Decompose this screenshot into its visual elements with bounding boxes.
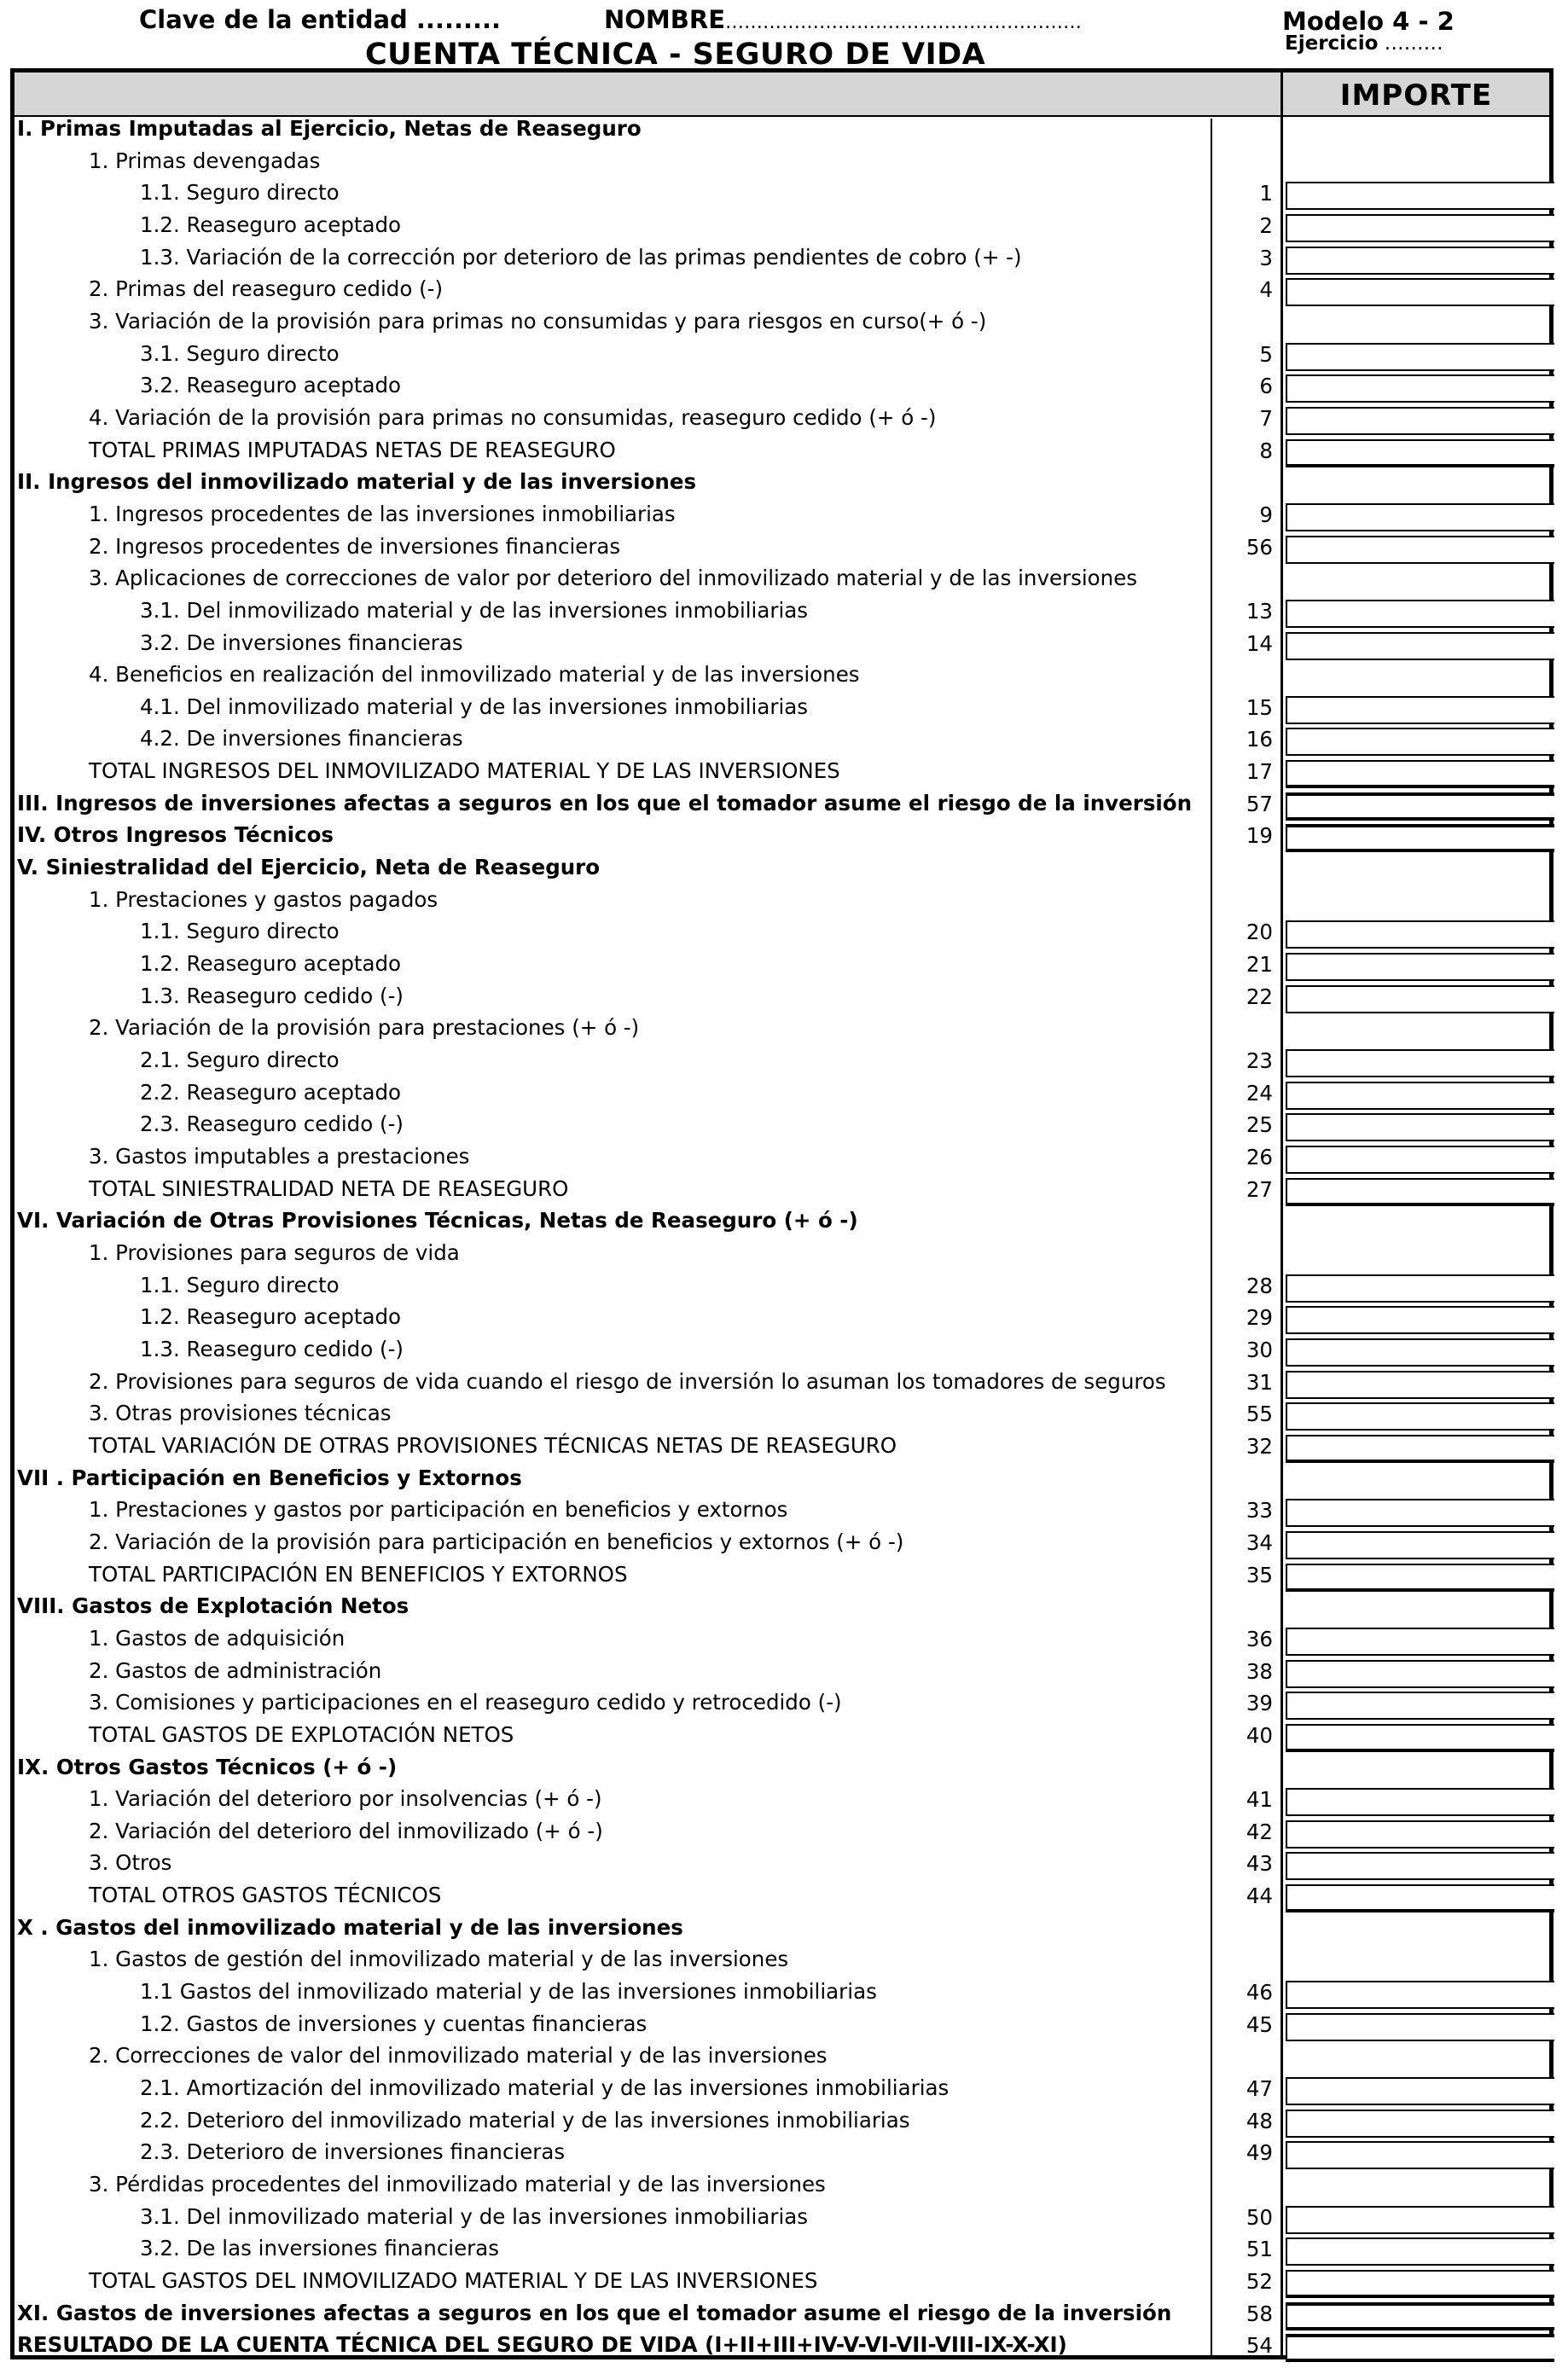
importe-input-box[interactable] xyxy=(1286,792,1554,821)
row-label: 3.2. De inversiones financieras xyxy=(140,630,463,655)
table-row xyxy=(0,1397,1568,1430)
importe-input-box[interactable] xyxy=(1286,2077,1554,2105)
importe-input-box[interactable] xyxy=(1286,1692,1554,1720)
table-row xyxy=(0,1943,1568,1976)
row-label: TOTAL PARTICIPACIÓN EN BENEFICIOS Y EXTORNOS xyxy=(89,1561,628,1587)
row-label: III. Ingresos de inversiones afectas a seguros en los que el tomador asume el riesgo de la inversión xyxy=(17,790,1193,815)
row-code: 45 xyxy=(1246,2011,1273,2037)
row-label: VIII. Gastos de Explotación Netos xyxy=(17,1593,409,1619)
importe-input-box[interactable] xyxy=(1286,1146,1554,1174)
row-label: 2. Ingresos procedentes de inversiones financieras xyxy=(89,533,621,559)
table-row xyxy=(0,915,1568,948)
row-label: 2. Gastos de administración xyxy=(89,1657,382,1683)
row-label: 1.1. Seguro directo xyxy=(140,1272,340,1297)
section-row xyxy=(0,466,1568,498)
row-label: 4. Beneficios en realización del inmovilizado material y de las inversiones xyxy=(89,662,860,688)
table-row xyxy=(0,1622,1568,1655)
table-row xyxy=(0,691,1568,723)
importe-input-box[interactable] xyxy=(1286,1884,1554,1912)
importe-input-box[interactable] xyxy=(1286,2141,1554,2169)
row-code: 57 xyxy=(1246,791,1273,816)
row-code: 8 xyxy=(1259,438,1273,463)
row-code: 50 xyxy=(1246,2204,1273,2230)
table-row xyxy=(0,1077,1568,1109)
table-row xyxy=(0,2104,1568,2137)
row-code: 47 xyxy=(1246,2076,1273,2102)
section-row xyxy=(0,1751,1568,1784)
row-label: II. Ingresos del inmovilizado material y de las inversiones xyxy=(17,469,697,495)
table-row xyxy=(0,2008,1568,2040)
row-label: 2. Provisiones para seguros de vida cuando el riesgo de inversión lo asuman los tomadores de seguros xyxy=(89,1368,1166,1394)
table-row xyxy=(0,209,1568,241)
table-row xyxy=(0,531,1568,563)
row-label: 3.2. De las inversiones financieras xyxy=(140,2236,500,2261)
importe-input-box[interactable] xyxy=(1286,920,1554,949)
importe-input-box[interactable] xyxy=(1286,696,1554,724)
row-label: IV. Otros Ingresos Técnicos xyxy=(17,822,334,848)
table-row xyxy=(0,1333,1568,1366)
importe-input-box[interactable] xyxy=(1286,1660,1554,1688)
importe-input-box[interactable] xyxy=(1286,214,1554,242)
row-code: 42 xyxy=(1246,1819,1273,1844)
importe-input-box[interactable] xyxy=(1286,1435,1554,1463)
row-code: 39 xyxy=(1246,1691,1273,1716)
row-label: IX. Otros Gastos Técnicos (+ ó -) xyxy=(17,1754,398,1779)
total-row xyxy=(0,2265,1568,2297)
importe-input-box[interactable] xyxy=(1286,1178,1554,1206)
row-code: 36 xyxy=(1246,1626,1273,1651)
row-code: 41 xyxy=(1246,1787,1273,1813)
table-row xyxy=(0,1301,1568,1333)
row-label: 3. Aplicaciones de correcciones de valor por deterioro del inmovilizado material y de las inversiones xyxy=(89,566,1138,591)
row-label: 1. Gastos de gestión del inmovilizado material y de las inversiones xyxy=(89,1947,789,1972)
importe-input-box[interactable] xyxy=(1286,600,1554,628)
row-code: 22 xyxy=(1246,984,1273,1009)
table-row xyxy=(0,1108,1568,1140)
nombre-text: NOMBRE xyxy=(604,5,726,34)
table-row xyxy=(0,1366,1568,1398)
row-code: 5 xyxy=(1259,341,1273,367)
table-row xyxy=(0,723,1568,755)
row-code: 16 xyxy=(1246,727,1273,752)
table-row xyxy=(0,1655,1568,1687)
importe-input-box[interactable] xyxy=(1286,374,1554,403)
importe-input-box[interactable] xyxy=(1286,2302,1554,2330)
row-label: VI. Variación de Otras Provisiones Técnicas, Netas de Reaseguro (+ ó -) xyxy=(17,1208,858,1233)
importe-input-box[interactable] xyxy=(1286,2237,1554,2266)
row-code: 7 xyxy=(1259,405,1273,431)
table-row xyxy=(0,2040,1568,2072)
row-label: 3. Gastos imputables a prestaciones xyxy=(89,1144,470,1169)
table-row xyxy=(0,305,1568,338)
row-label: 1. Variación del deterioro por insolvencias (+ ó -) xyxy=(89,1786,602,1812)
table-row xyxy=(0,1494,1568,1526)
total-row xyxy=(0,434,1568,467)
row-code: 6 xyxy=(1259,374,1273,399)
table-row xyxy=(0,2136,1568,2168)
row-label: 1.3. Reaseguro cedido (-) xyxy=(140,1336,404,1361)
row-label: 3.1. Del inmovilizado material y de las inversiones inmobiliarias xyxy=(140,597,809,623)
row-code: 32 xyxy=(1246,1433,1273,1459)
row-code: 51 xyxy=(1246,2237,1273,2262)
importe-input-box[interactable] xyxy=(1286,632,1554,660)
row-code: 25 xyxy=(1246,1112,1273,1138)
importe-input-box[interactable] xyxy=(1286,1082,1554,1110)
total-row xyxy=(0,1430,1568,1462)
row-code: 3 xyxy=(1259,245,1273,270)
row-code: 19 xyxy=(1246,823,1273,849)
importe-input-box[interactable] xyxy=(1286,1564,1554,1592)
row-code: 23 xyxy=(1246,1048,1273,1074)
table-row xyxy=(0,2168,1568,2201)
row-label: TOTAL OTROS GASTOS TÉCNICOS xyxy=(89,1883,442,1908)
importe-input-box[interactable] xyxy=(1286,1628,1554,1656)
row-label: 2. Variación del deterioro del inmovilizado (+ ó -) xyxy=(89,1818,603,1843)
row-code: 38 xyxy=(1246,1658,1273,1684)
table-row xyxy=(0,1044,1568,1077)
importe-input-box[interactable] xyxy=(1286,2334,1554,2362)
row-label: 3. Otros xyxy=(89,1850,172,1876)
row-label: 1.3. Variación de la corrección por deterioro de las primas pendientes de cobro (+ -) xyxy=(140,244,1022,270)
row-label: XI. Gastos de inversiones afectas a seguros en los que el tomador asume el riesgo de la inversión xyxy=(17,2300,1172,2325)
row-label: 3.2. Reaseguro aceptado xyxy=(140,373,402,398)
row-label: 2.1. Seguro directo xyxy=(140,1048,340,1073)
row-label: V. Siniestralidad del Ejercicio, Neta de Reaseguro xyxy=(17,855,601,880)
section-row xyxy=(0,819,1568,851)
row-label: 1.1. Seguro directo xyxy=(140,180,340,206)
importe-input-box[interactable] xyxy=(1286,953,1554,981)
total-row xyxy=(0,1558,1568,1591)
importe-input-box[interactable] xyxy=(1286,1531,1554,1559)
row-code: 28 xyxy=(1246,1273,1273,1298)
row-label: RESULTADO DE LA CUENTA TÉCNICA DEL SEGURO DE VIDA (I+II+III+IV-V-VI-VII-VIII-IX-X-XI) xyxy=(17,2332,1067,2358)
importe-input-box[interactable] xyxy=(1286,2110,1554,2138)
row-code: 27 xyxy=(1246,1176,1273,1202)
ejercicio-text: Ejercicio xyxy=(1285,32,1379,55)
importe-input-box[interactable] xyxy=(1286,182,1554,210)
table-row xyxy=(0,595,1568,627)
row-code: 58 xyxy=(1246,2301,1273,2326)
table-row xyxy=(0,402,1568,434)
table-row xyxy=(0,1140,1568,1173)
table-row xyxy=(0,498,1568,531)
row-label: 1. Gastos de adquisición xyxy=(89,1625,346,1651)
row-label: TOTAL INGRESOS DEL INMOVILIZADO MATERIAL Y DE LAS INVERSIONES xyxy=(89,758,840,784)
modelo-label: Modelo 4 - 2 xyxy=(1282,7,1455,36)
table-row xyxy=(0,562,1568,595)
row-label: 1.2. Reaseguro aceptado xyxy=(140,1304,402,1330)
row-code: 56 xyxy=(1246,534,1273,560)
row-label: 2.3. Deterioro de inversiones financieras xyxy=(140,2139,566,2165)
importe-input-box[interactable] xyxy=(1286,1788,1554,1816)
row-label: 2.2. Deterioro del inmovilizado material y de las inversiones inmobiliarias xyxy=(140,2107,910,2133)
table-row xyxy=(0,1526,1568,1558)
row-label: TOTAL VARIACIÓN DE OTRAS PROVISIONES TÉCNICAS NETAS DE REASEGURO xyxy=(89,1432,897,1458)
row-label: 2. Variación de la provisión para participación en beneficios y extornos (+ ó -) xyxy=(89,1529,904,1554)
row-label: 4.1. Del inmovilizado material y de las inversiones inmobiliarias xyxy=(140,694,809,719)
row-label: 3. Variación de la provisión para primas no consumidas y para riesgos en curso(+ ó -) xyxy=(89,308,987,334)
row-code: 43 xyxy=(1246,1851,1273,1877)
section-row xyxy=(0,113,1568,145)
importe-input-box[interactable] xyxy=(1286,1981,1554,2009)
importe-input-box[interactable] xyxy=(1286,1820,1554,1849)
row-code: 20 xyxy=(1246,920,1273,945)
row-label: TOTAL GASTOS DEL INMOVILIZADO MATERIAL Y DE LAS INVERSIONES xyxy=(89,2268,818,2294)
row-code: 29 xyxy=(1246,1305,1273,1331)
section-row xyxy=(0,1462,1568,1495)
importe-input-box[interactable] xyxy=(1286,824,1554,852)
row-label: 2.3. Reaseguro cedido (-) xyxy=(140,1111,404,1137)
row-code: 31 xyxy=(1246,1369,1273,1395)
row-label: 2. Correcciones de valor del inmovilizado material y de las inversiones xyxy=(89,2043,828,2069)
importe-input-box[interactable] xyxy=(1286,1371,1554,1399)
row-code: 35 xyxy=(1246,1562,1273,1587)
row-code: 44 xyxy=(1246,1883,1273,1909)
row-label: 2. Variación de la provisión para prestaciones (+ ó -) xyxy=(89,1015,640,1041)
total-row xyxy=(0,1173,1568,1205)
importe-input-box[interactable] xyxy=(1286,247,1554,275)
table-row xyxy=(0,2232,1568,2265)
table-row xyxy=(0,1269,1568,1302)
table-row xyxy=(0,1237,1568,1269)
row-code: 14 xyxy=(1246,630,1273,656)
total-row xyxy=(0,1879,1568,1912)
importe-input-box[interactable] xyxy=(1286,2270,1554,2298)
table-row xyxy=(0,273,1568,305)
row-label: 1.2. Reaseguro aceptado xyxy=(140,212,402,237)
section-row xyxy=(0,787,1568,820)
table-row xyxy=(0,177,1568,209)
table-row xyxy=(0,627,1568,659)
importe-input-box[interactable] xyxy=(1286,536,1554,564)
row-label: VII . Participación en Beneficios y Extornos xyxy=(17,1465,522,1490)
importe-input-box[interactable] xyxy=(1286,760,1554,788)
table-row xyxy=(0,1686,1568,1719)
row-code: 48 xyxy=(1246,2108,1273,2133)
row-label: 3. Pérdidas procedentes del inmovilizado material y de las inversiones xyxy=(89,2172,826,2197)
row-label: 1.1 Gastos del inmovilizado material y de las inversiones inmobiliarias xyxy=(140,1979,877,2005)
importe-input-box[interactable] xyxy=(1286,407,1554,435)
row-code: 2 xyxy=(1259,212,1273,238)
table-row xyxy=(0,948,1568,980)
importe-input-box[interactable] xyxy=(1286,1724,1554,1752)
row-label: 1. Provisiones para seguros de vida xyxy=(89,1240,460,1265)
row-code: 9 xyxy=(1259,502,1273,527)
row-code: 21 xyxy=(1246,952,1273,978)
row-label: TOTAL GASTOS DE EXPLOTACIÓN NETOS xyxy=(89,1721,514,1747)
row-code: 46 xyxy=(1246,1980,1273,2005)
row-code: 1 xyxy=(1259,181,1273,206)
row-code: 52 xyxy=(1246,2269,1273,2295)
row-label: 4.2. De inversiones financieras xyxy=(140,726,463,752)
row-label: X . Gastos del inmovilizado material y de las inversiones xyxy=(17,1914,683,1940)
table-row xyxy=(0,1847,1568,1879)
table-row xyxy=(0,1012,1568,1044)
table-row xyxy=(0,1783,1568,1815)
row-code: 24 xyxy=(1246,1080,1273,1106)
table-row xyxy=(0,241,1568,274)
row-label: 3. Otras provisiones técnicas xyxy=(89,1401,392,1426)
table-row xyxy=(0,884,1568,916)
nombre-dots: ………………………………………………… xyxy=(725,12,1083,33)
row-label: 1. Prestaciones y gastos por participación en beneficios y extornos xyxy=(89,1497,788,1523)
section-row xyxy=(0,1204,1568,1237)
row-label: 1.1. Seguro directo xyxy=(140,919,340,944)
row-label: 1. Prestaciones y gastos pagados xyxy=(89,886,438,912)
section-row xyxy=(0,851,1568,884)
section-row xyxy=(0,2329,1568,2361)
importe-input-box[interactable] xyxy=(1286,1306,1554,1334)
importe-input-box[interactable] xyxy=(1286,985,1554,1013)
importe-input-box[interactable] xyxy=(1286,2013,1554,2041)
row-label: 1.2. Gastos de inversiones y cuentas financieras xyxy=(140,2011,648,2036)
row-label: I. Primas Imputadas al Ejercicio, Netas de Reaseguro xyxy=(17,116,642,141)
row-label: 1.2. Reaseguro aceptado xyxy=(140,951,402,977)
importe-input-box[interactable] xyxy=(1286,728,1554,756)
row-label: 2.2. Reaseguro aceptado xyxy=(140,1079,402,1105)
row-code: 34 xyxy=(1246,1529,1273,1555)
row-code: 55 xyxy=(1246,1402,1273,1427)
row-code: 33 xyxy=(1246,1498,1273,1524)
row-code: 17 xyxy=(1246,759,1273,785)
row-code: 54 xyxy=(1246,2333,1273,2359)
importe-input-box[interactable] xyxy=(1286,1274,1554,1303)
importe-input-box[interactable] xyxy=(1286,1499,1554,1527)
total-row xyxy=(0,1719,1568,1751)
total-row xyxy=(0,755,1568,787)
clave-entidad-label: Clave de la entidad ......... xyxy=(139,5,502,34)
table-row xyxy=(0,338,1568,370)
importe-input-box[interactable] xyxy=(1286,278,1554,306)
row-code: 30 xyxy=(1246,1337,1273,1362)
table-row xyxy=(0,369,1568,402)
row-label: 3. Comisiones y participaciones en el reaseguro cedido y retrocedido (-) xyxy=(89,1690,842,1715)
ejercicio-dots: ……… xyxy=(1378,32,1443,55)
importe-input-box[interactable] xyxy=(1286,1049,1554,1077)
row-code: 4 xyxy=(1259,277,1273,303)
importe-input-box[interactable] xyxy=(1286,1338,1554,1367)
table-row xyxy=(0,659,1568,691)
table-row xyxy=(0,2201,1568,2233)
row-label: TOTAL SINIESTRALIDAD NETA DE REASEGURO xyxy=(89,1175,569,1201)
importe-input-box[interactable] xyxy=(1286,1113,1554,1141)
row-code: 15 xyxy=(1246,694,1273,720)
section-row xyxy=(0,2297,1568,2330)
row-label: 4. Variación de la provisión para primas no consumidas, reaseguro cedido (+ ó -) xyxy=(89,404,937,430)
importe-input-box[interactable] xyxy=(1286,439,1554,467)
row-label: TOTAL PRIMAS IMPUTADAS NETAS DE REASEGURO xyxy=(89,437,616,462)
row-code: 40 xyxy=(1246,1722,1273,1748)
row-label: 2. Primas del reaseguro cedido (-) xyxy=(89,276,444,302)
row-label: 2.1. Amortización del inmovilizado material y de las inversiones inmobiliarias xyxy=(140,2075,950,2101)
row-label: 3.1. Seguro directo xyxy=(140,340,340,366)
row-code: 49 xyxy=(1246,2140,1273,2166)
section-row xyxy=(0,1912,1568,1944)
table-row xyxy=(0,145,1568,177)
importe-input-box[interactable] xyxy=(1286,1852,1554,1880)
table-row xyxy=(0,1976,1568,2008)
importe-input-box[interactable] xyxy=(1286,1402,1554,1431)
importe-input-box[interactable] xyxy=(1286,503,1554,531)
table-row xyxy=(0,1815,1568,1848)
row-code: 26 xyxy=(1246,1145,1273,1170)
importe-input-box[interactable] xyxy=(1286,343,1554,371)
row-label: 1. Ingresos procedentes de las inversiones inmobiliarias xyxy=(89,501,676,526)
row-code: 13 xyxy=(1246,598,1273,624)
row-label: 1. Primas devengadas xyxy=(89,148,321,173)
page-title: CUENTA TÉCNICA - SEGURO DE VIDA xyxy=(365,38,986,72)
importe-column-header: IMPORTE xyxy=(1281,73,1549,117)
table-row xyxy=(0,2072,1568,2104)
row-label: 3.1. Del inmovilizado material y de las inversiones inmobiliarias xyxy=(140,2203,809,2229)
importe-input-box[interactable] xyxy=(1286,2206,1554,2234)
table-row xyxy=(0,980,1568,1013)
section-row xyxy=(0,1590,1568,1622)
row-label: 1.3. Reaseguro cedido (-) xyxy=(140,983,404,1008)
